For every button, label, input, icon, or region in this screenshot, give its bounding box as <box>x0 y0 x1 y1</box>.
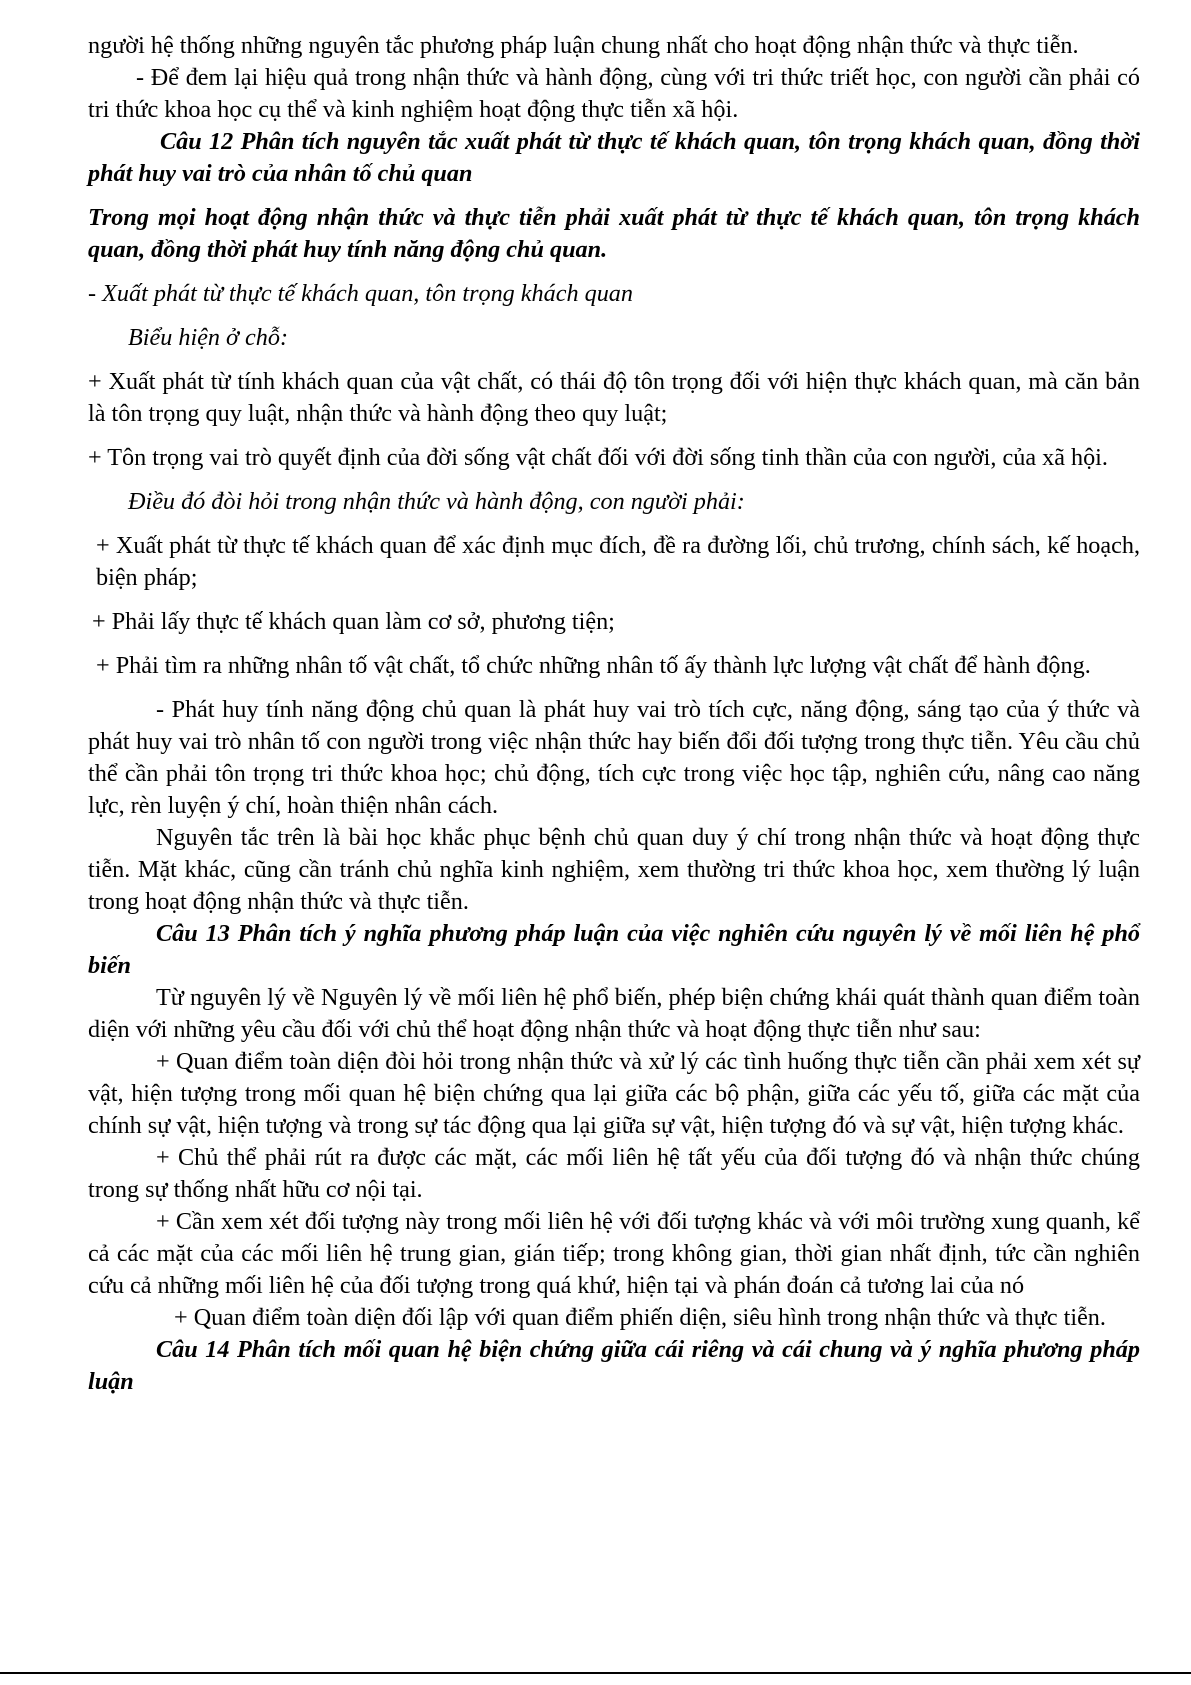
heading-cau-14: Câu 14 Phân tích mối quan hệ biện chứng giữa cái riêng và cái chung và ý nghĩa phương pháp luận <box>88 1336 1140 1395</box>
bullet-opposed-to-one-sided: + Quan điểm toàn diện đối lập với quan điểm phiến diện, siêu hình trong nhận thức và thực tiễn. <box>174 1304 1106 1331</box>
bullet-objective-material: + Xuất phát từ tính khách quan của vật chất, có thái độ tôn trọng đối với hiện thực khách quan, mà căn bản là tôn trọng quy luật, nhận thức và hành động theo quy luật; <box>88 368 1140 427</box>
bullet-take-reality-basis: + Phải lấy thực tế khách quan làm cơ sở, phương tiện; <box>92 608 615 635</box>
heading-cau-12: Câu 12 Phân tích nguyên tắc xuất phát từ thực tế khách quan, tôn trọng khách quan, đồng thời phát huy vai trò của nhân tố chủ quan <box>88 128 1140 187</box>
bullet-comprehensive-requirement: + Quan điểm toàn diện đòi hỏi trong nhận thức và xử lý các tình huống thực tiễn cần phải xem xét sự vật, hiện tượng trong mối quan hệ biện chứng qua lại giữa các bộ phận, giữa các yếu tố, giữa các mặt của chính sự vật, hiện tượng và trong sự tác động qua lại giữa sự vật, hiện tượng đó và sự vật, hiện tượng khác. <box>88 1048 1140 1139</box>
bullet-material-factors: + Phải tìm ra những nhân tố vật chất, tổ chức những nhân tố ấy thành lực lượng vật chất để hành động. <box>96 652 1091 679</box>
paragraph-lesson: Nguyên tắc trên là bài học khắc phục bệnh chủ quan duy ý chí trong nhận thức và hoạt động thực tiễn. Mặt khác, cũng cần tránh chủ nghĩa kinh nghiệm, xem thường tri thức khoa học, xem thường lý luận trong hoạt động nhận thức và thực tiễn. <box>88 824 1140 915</box>
paragraph-intro-continuation: người hệ thống những nguyên tắc phương pháp luận chung nhất cho hoạt động nhận thức và thực tiễn. <box>88 32 1079 59</box>
bullet-subject-relations: + Chủ thể phải rút ra được các mặt, các mối liên hệ tất yếu của đối tượng đó và nhận thức chúng trong sự thống nhất hữu cơ nội tại. <box>88 1144 1140 1203</box>
subheading-objective: - Xuất phát từ thực tế khách quan, tôn trọng khách quan <box>88 280 633 307</box>
subheading-manifestation: Biểu hiện ở chỗ: <box>128 324 288 351</box>
document-page <box>88 30 1140 1398</box>
subheading-requirements: Điều đó đòi hỏi trong nhận thức và hành động, con người phải: <box>128 488 745 515</box>
bullet-start-from-reality: + Xuất phát từ thực tế khách quan để xác định mục đích, đề ra đường lối, chủ trương, chính sách, kế hoạch, biện pháp; <box>96 532 1140 591</box>
paragraph-knowledge: - Để đem lại hiệu quả trong nhận thức và hành động, cùng với tri thức triết học, con người cần phải có tri thức khoa học cụ thể và kinh nghiệm hoạt động thực tiễn xã hội. <box>88 64 1140 123</box>
bullet-material-life: + Tôn trọng vai trò quyết định của đời sống vật chất đối với đời sống tinh thần của con người, của xã hội. <box>88 444 1108 471</box>
principle-statement: Trong mọi hoạt động nhận thức và thực tiễn phải xuất phát từ thực tế khách quan, tôn trọng khách quan, đồng thời phát huy tính năng động chủ quan. <box>88 204 1140 263</box>
paragraph-comprehensive-view: Từ nguyên lý về Nguyên lý về mối liên hệ phổ biến, phép biện chứng khái quát thành quan điểm toàn diện với những yêu cầu đối với chủ thể hoạt động nhận thức và hoạt động thực tiễn như sau: <box>88 984 1140 1043</box>
paragraph-subjective-dynamism: - Phát huy tính năng động chủ quan là phát huy vai trò tích cực, năng động, sáng tạo của ý thức và phát huy vai trò nhân tố con người trong việc nhận thức hay biến đổi đối tượng trong thực tiễn. Yêu cầu chủ thể cần phải tôn trọng tri thức khoa học; chủ động, tích cực trong việc học tập, nghiên cứu, nâng cao năng lực, rèn luyện ý chí, hoàn thiện nhân cách. <box>88 696 1140 819</box>
bullet-consider-environment: + Cần xem xét đối tượng này trong mối liên hệ với đối tượng khác và với môi trường xung quanh, kể cả các mặt của các mối liên hệ trung gian, gián tiếp; trong không gian, thời gian nhất định, tức cần nghiên cứu cả những mối liên hệ của đối tượng trong quá khứ, hiện tại và phán đoán cả tương lai của nó <box>88 1208 1140 1299</box>
heading-cau-13: Câu 13 Phân tích ý nghĩa phương pháp luận của việc nghiên cứu nguyên lý về mối liên hệ phổ biến <box>88 920 1140 979</box>
footer-divider <box>0 1672 1191 1674</box>
